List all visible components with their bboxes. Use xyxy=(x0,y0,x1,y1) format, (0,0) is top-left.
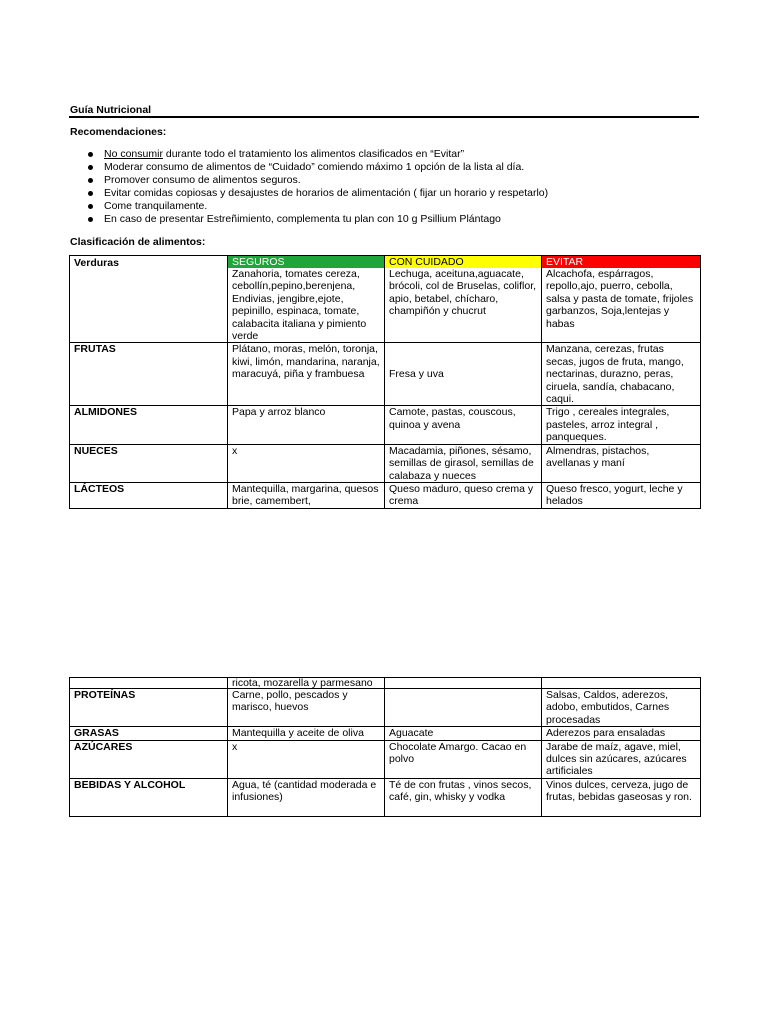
category-cell: LÁCTEOS xyxy=(70,482,228,508)
category-cell: BEBIDAS Y ALCOHOL xyxy=(70,778,228,816)
cuidado-cell xyxy=(385,689,542,727)
table-row xyxy=(70,689,701,727)
recommendation-item xyxy=(88,174,548,187)
table-row xyxy=(70,256,701,343)
evitar-cell: Almendras, pistachos, avellanas y maní xyxy=(542,444,701,482)
seguros-cell: Carne, pollo, pescados y marisco, huevos xyxy=(228,689,385,727)
seguros-cell: Mantequilla y aceite de oliva xyxy=(228,727,385,740)
category-cell: AZÚCARES xyxy=(70,740,228,778)
recommendation-item xyxy=(88,213,548,226)
table-row xyxy=(70,727,701,740)
cuidado-cell xyxy=(385,678,542,689)
seguros-cell: Papa y arroz blanco xyxy=(228,406,385,444)
table-row xyxy=(70,482,701,508)
cuidado-cell: Fresa y uva xyxy=(385,343,542,406)
category-cell: NUECES xyxy=(70,444,228,482)
recommendations-list xyxy=(88,148,548,226)
table-row xyxy=(70,678,701,689)
header-con-cuidado: CON CUIDADO xyxy=(385,256,541,268)
category-cell: Verduras xyxy=(70,256,228,343)
recommendation-text: Promover consumo de alimentos seguros. xyxy=(104,174,301,186)
title-divider xyxy=(69,116,699,118)
header-evitar: EVITAR xyxy=(542,256,700,268)
recommendation-text: En caso de presentar Estreñimiento, complementa tu plan con 10 g Psillium Plántago xyxy=(104,213,501,225)
header-seguros: SEGUROS xyxy=(228,256,384,268)
evitar-cell: Manzana, cerezas, frutas secas, jugos de fruta, mango, nectarinas, durazno, peras, ciruela, sandía, chabacano, caqui. xyxy=(542,343,701,406)
recommendation-underlined: No consumir xyxy=(104,148,163,160)
cuidado-cell xyxy=(385,256,542,343)
cuidado-cell: Aguacate xyxy=(385,727,542,740)
category-cell: GRASAS xyxy=(70,727,228,740)
evitar-cell: Jarabe de maíz, agave, miel, dulces sin azúcares, azúcares artificiales xyxy=(542,740,701,778)
evitar-cell: Trigo , cereales integrales, pasteles, arroz integral , panqueques. xyxy=(542,406,701,444)
cuidado-cell: Té de con frutas , vinos secos, café, gin, whisky y vodka xyxy=(385,778,542,816)
seguros-cell: x xyxy=(228,444,385,482)
category-cell: ALMIDONES xyxy=(70,406,228,444)
evitar-cell: Queso fresco, yogurt, leche y helados xyxy=(542,482,701,508)
category-cell: PROTEÍNAS xyxy=(70,689,228,727)
cell-text: Lechuga, aceituna,aguacate, brócoli, col de Bruselas, coliflor, apio, betabel, chícharo, champiñón y chucrut xyxy=(389,268,537,318)
table-row xyxy=(70,343,701,406)
recommendation-item xyxy=(88,148,548,161)
food-classification-table xyxy=(69,255,701,509)
recommendation-item xyxy=(88,161,548,174)
table-row xyxy=(70,740,701,778)
seguros-cell: x xyxy=(228,740,385,778)
cell-text: Zanahoria, tomates cereza, cebollín,pepino,berenjena, Endivias, jengibre,ejote, pepinillo, espinaca, tomate, calabacita italiana y pimiento verde xyxy=(232,268,367,343)
cell-text: Alcachofa, espárragos, repollo,ajo, puerro, cebolla, salsa y pasta de tomate, frijoles garbanzos, Soja,lentejas y habas xyxy=(546,268,694,330)
evitar-cell xyxy=(542,678,701,689)
evitar-cell: Aderezos para ensaladas xyxy=(542,727,701,740)
cuidado-cell: Chocolate Amargo. Cacao en polvo xyxy=(385,740,542,778)
table-row xyxy=(70,778,701,816)
evitar-cell: Salsas, Caldos, aderezos, adobo, embutidos, Carnes procesadas xyxy=(542,689,701,727)
evitar-cell: Vinos dulces, cerveza, jugo de frutas, bebidas gaseosas y ron. xyxy=(542,778,701,816)
recommendation-item xyxy=(88,187,548,200)
table-row xyxy=(70,406,701,444)
recommendation-text: Come tranquilamente. xyxy=(104,200,208,212)
recommendation-text: Evitar comidas copiosas y desajustes de horarios de alimentación ( fijar un horario y respetarlo) xyxy=(104,187,549,199)
recommendation-item xyxy=(88,200,548,213)
evitar-cell xyxy=(542,256,701,343)
food-classification-table-continued xyxy=(69,677,701,817)
seguros-cell: Plátano, moras, melón, toronja, kiwi, limón, mandarina, naranja, maracuyá, piña y frambuesa xyxy=(228,343,385,406)
document-title: Guía Nutricional xyxy=(70,104,152,116)
cuidado-cell: Queso maduro, queso crema y crema xyxy=(385,482,542,508)
seguros-cell: Mantequilla, margarina, quesos brie, camembert, xyxy=(228,482,385,508)
seguros-cell: ricota, mozarella y parmesano xyxy=(228,678,385,689)
cuidado-cell: Camote, pastas, couscous, quinoa y avena xyxy=(385,406,542,444)
classification-heading: Clasificación de alimentos: xyxy=(70,236,206,248)
recommendation-text: Moderar consumo de alimentos de “Cuidado” comiendo máximo 1 opción de la lista al día. xyxy=(104,161,525,173)
category-cell xyxy=(70,678,228,689)
cuidado-cell: Macadamia, piñones, sésamo, semillas de girasol, semillas de calabaza y nueces xyxy=(385,444,542,482)
seguros-cell: Agua, té (cantidad moderada e infusiones) xyxy=(228,778,385,816)
recommendation-text: durante todo el tratamiento los alimentos clasificados en “Evitar” xyxy=(162,148,465,160)
table-row xyxy=(70,444,701,482)
seguros-cell xyxy=(228,256,385,343)
category-cell: FRUTAS xyxy=(70,343,228,406)
recommendations-heading: Recomendaciones: xyxy=(70,126,167,138)
